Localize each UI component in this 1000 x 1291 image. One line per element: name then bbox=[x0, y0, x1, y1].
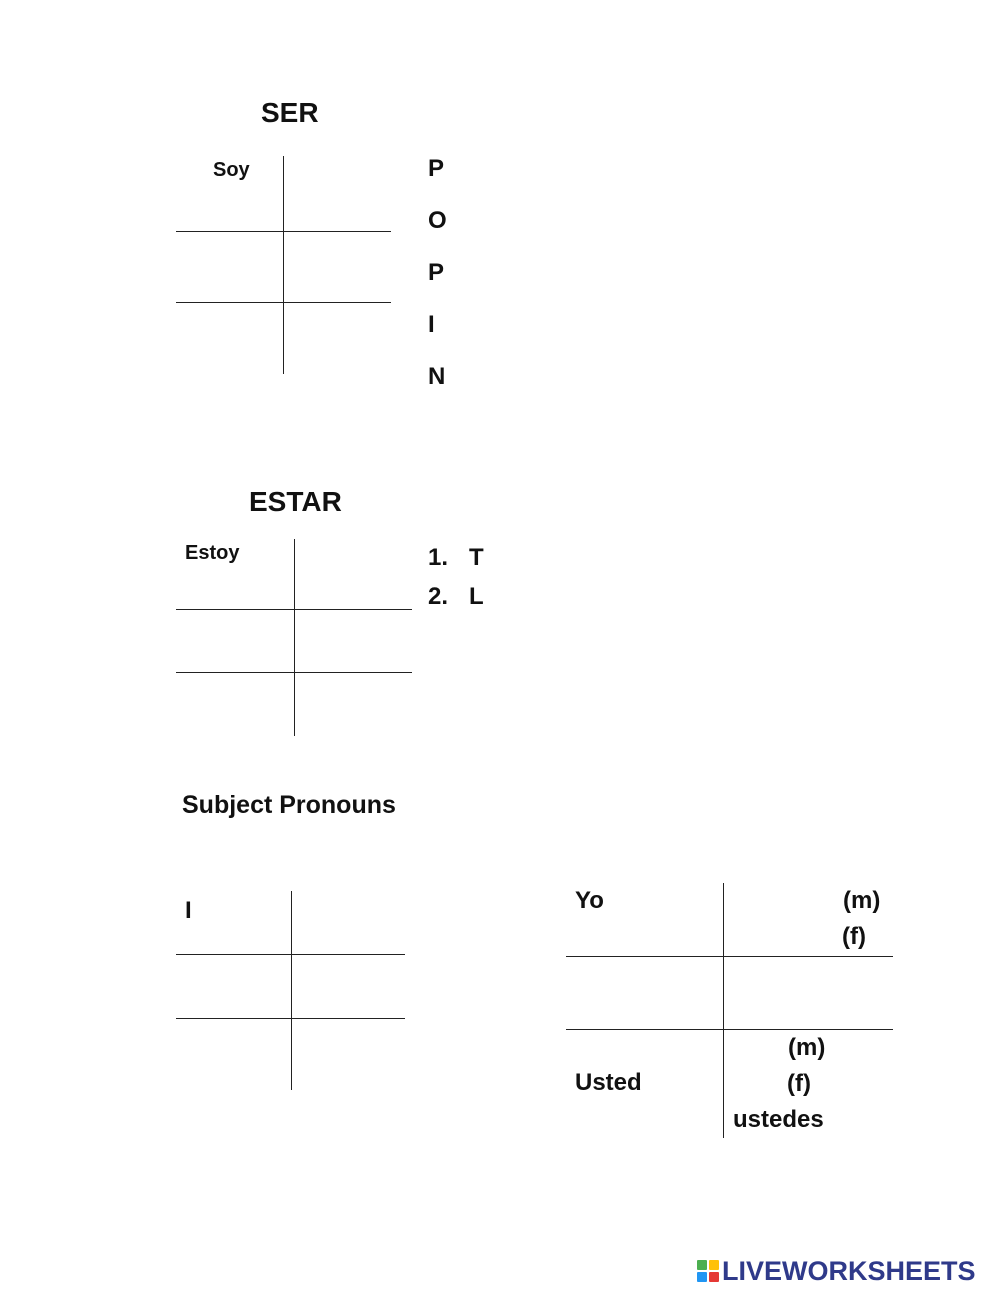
pronouns-title: Subject Pronouns bbox=[182, 791, 396, 819]
logo-block bbox=[697, 1272, 707, 1282]
right-grid-hline-2 bbox=[566, 1029, 893, 1030]
logo-text: LIVEWORKSHEETS bbox=[722, 1255, 976, 1286]
list-number: 1. bbox=[428, 544, 449, 571]
left-first-cell: I bbox=[185, 897, 192, 924]
list-number: 2. bbox=[428, 583, 449, 610]
plural-feminine: (f) bbox=[787, 1070, 811, 1097]
logo-block bbox=[709, 1272, 719, 1282]
ser-grid-hline-1 bbox=[176, 231, 391, 232]
yo-label: Yo bbox=[575, 887, 604, 914]
left-grid-hline-1 bbox=[176, 954, 405, 955]
list-letter: L bbox=[469, 583, 484, 610]
ser-title: SER bbox=[261, 97, 319, 128]
logo-block bbox=[697, 1260, 707, 1270]
ustedes-label: ustedes bbox=[733, 1106, 824, 1133]
ser-first-cell: Soy bbox=[213, 159, 250, 181]
plural-masculine: (m) bbox=[788, 1034, 826, 1061]
yo-masculine: (m) bbox=[843, 887, 881, 914]
acronym-letter: P bbox=[428, 155, 445, 182]
acronym-letter: O bbox=[428, 207, 447, 234]
acronym-letter: N bbox=[428, 363, 446, 390]
liveworksheets-logo[interactable] bbox=[697, 1256, 976, 1286]
right-grid-hline-1 bbox=[566, 956, 893, 957]
estar-first-cell: Estoy bbox=[185, 542, 240, 564]
logo-block bbox=[709, 1260, 719, 1270]
logo-blocks-icon bbox=[697, 1260, 719, 1282]
ser-grid-vline bbox=[283, 156, 284, 374]
left-grid-vline bbox=[291, 891, 292, 1090]
estar-grid-vline bbox=[294, 539, 295, 736]
acronym-letter: P bbox=[428, 259, 445, 286]
estar-grid-hline-1 bbox=[176, 609, 412, 610]
left-grid-hline-2 bbox=[176, 1018, 405, 1019]
estar-title: ESTAR bbox=[249, 486, 342, 517]
estar-grid-hline-2 bbox=[176, 672, 412, 673]
ser-grid-hline-2 bbox=[176, 302, 391, 303]
usted-label: Usted bbox=[575, 1069, 642, 1096]
right-grid-vline bbox=[723, 883, 724, 1138]
acronym-letter: I bbox=[428, 311, 435, 338]
yo-feminine: (f) bbox=[842, 923, 866, 950]
list-letter: T bbox=[469, 544, 484, 571]
